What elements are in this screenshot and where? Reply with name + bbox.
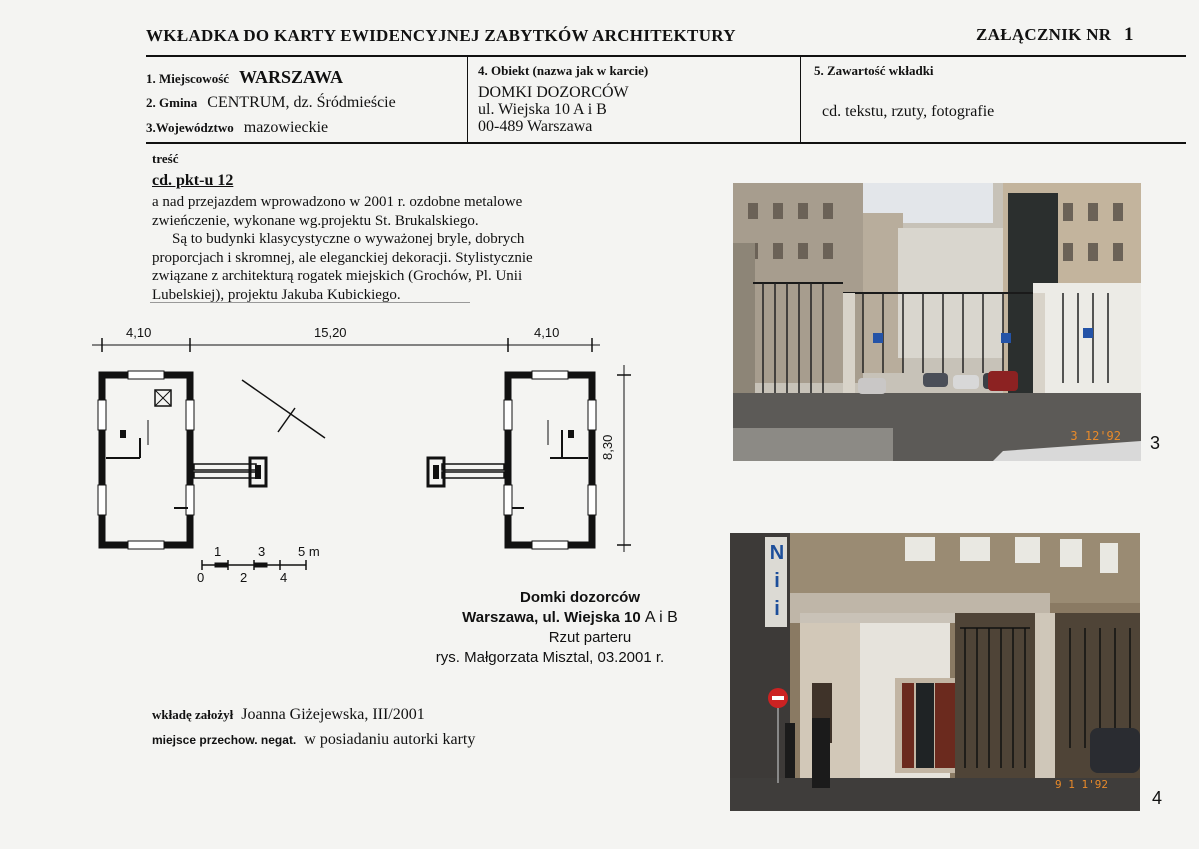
dim-mid-label: 15,20 [314, 325, 347, 340]
footer-storage-value: w posiadaniu autorki karty [304, 731, 476, 748]
right-house-plan [428, 371, 596, 549]
content-body [152, 193, 612, 304]
field-voivodeship-label: 3.Województwo [146, 120, 234, 135]
scale-label-1: 1 [214, 544, 222, 559]
dim-left-label: 4,10 [126, 325, 152, 340]
caption-title: Domki dozorców [519, 589, 640, 606]
photo-gatehouse-corner [730, 533, 1140, 811]
field-commune-label: 2. Gmina [146, 95, 198, 110]
attachment-label [976, 24, 1134, 46]
field-locality [146, 67, 343, 88]
attachment-number: 1 [1123, 24, 1134, 45]
footer-storage [152, 731, 475, 749]
info-sign [766, 539, 788, 623]
object-postcode: 00-489 Warszawa [478, 118, 593, 135]
field-contents-label: 5. Zawartość wkładki [814, 63, 934, 78]
content-heading: cd. pkt-u 12 [152, 172, 234, 189]
north-arrow [242, 380, 325, 438]
content-line-3: Są to budynki klasycystyczne o wyważonej bryle, dobrych [172, 231, 525, 247]
content-label: treść [152, 151, 179, 166]
scale-label-4: 4 [280, 570, 288, 585]
photo-1-date-stamp: 3 12'92 [1070, 429, 1121, 443]
scale-label-3: 3 [258, 544, 266, 559]
caption-address: Warszawa, ul. Wiejska 10 [462, 609, 641, 626]
field-rule-bottom [146, 142, 1186, 144]
photo-1-number: 3 [1150, 433, 1161, 453]
field-voivodeship-value: mazowieckie [243, 119, 329, 136]
content-line-2: zwieńczenie, wykonane wg.projektu St. Brukalskiego. [152, 212, 479, 229]
field-object-label: 4. Obiekt (nazwa jak w karcie) [478, 63, 649, 78]
field-locality-label: 1. Miejscowość [146, 71, 230, 86]
content-line-6: Lubelskiej), projektu Jakuba Kubickiego. [152, 286, 401, 303]
content-line-1: a nad przejazdem wprowadzono w 2001 r. ozdobne metalowe [152, 194, 523, 210]
photo-gate-street [733, 183, 1141, 461]
left-house-plan [98, 371, 266, 549]
attachment-text: ZAŁĄCZNIK NR [976, 25, 1112, 44]
document-title: WKŁADKA DO KARTY EWIDENCYJNEJ ZABYTKÓW ARCHITEKTURY [146, 26, 736, 45]
object-street: ul. Wiejska 10 A i B [478, 101, 607, 118]
caption-author: rys. Małgorzata Misztal, 03.2001 r. [435, 649, 665, 666]
field-locality-value: WARSZAWA [239, 67, 344, 87]
scale-bar [202, 560, 306, 570]
drawing-caption [410, 588, 690, 668]
object-name: DOMKI DOZORCÓW [478, 84, 629, 101]
footer-founder-label: wkładę założył [152, 707, 234, 722]
field-divider-2 [800, 57, 801, 142]
caption-address-tail: A i B [644, 609, 678, 626]
content-underline [150, 302, 470, 303]
content-line-5: związane z architekturą rogatek miejskich (Grochów, Pl. Unii [152, 268, 523, 284]
content-line-4: proporcjach i skromnej, ale eleganckiej dekoracji. Stylistycznie [152, 249, 533, 266]
scale-label-2: 2 [240, 570, 248, 585]
floor-plan-drawing [80, 320, 640, 590]
footer-founder [152, 706, 425, 724]
scale-label-5m: 5 m [298, 544, 320, 559]
field-voivodeship [146, 119, 328, 137]
photo-gatehouse-corner-image [730, 533, 1140, 811]
photo-2-number: 4 [1152, 788, 1163, 808]
dim-height-label: 8,30 [600, 434, 615, 460]
info-sign-letter-3: i [774, 598, 780, 620]
scale-label-0: 0 [197, 570, 205, 585]
dim-right-label: 4,10 [534, 325, 560, 340]
info-sign-letter-1: N [769, 542, 785, 564]
header-rule [146, 55, 1186, 57]
footer-storage-label: miejsce przechow. negat. [152, 733, 297, 747]
field-commune-value: CENTRUM, dz. Śródmieście [207, 94, 396, 111]
field-contents-value: cd. tekstu, rzuty, fotografie [822, 103, 995, 120]
photo-2-date-stamp: 9 1 1'92 [1055, 778, 1108, 791]
field-commune [146, 94, 396, 112]
footer-founder-value: Joanna Giżejewska, III/2001 [241, 706, 425, 723]
photo-gate-street-image [733, 183, 1141, 461]
caption-plan: Rzut parteru [548, 629, 632, 646]
field-divider-1 [467, 57, 468, 142]
field-object-value [478, 84, 629, 135]
info-sign-letter-2: i [774, 570, 780, 592]
